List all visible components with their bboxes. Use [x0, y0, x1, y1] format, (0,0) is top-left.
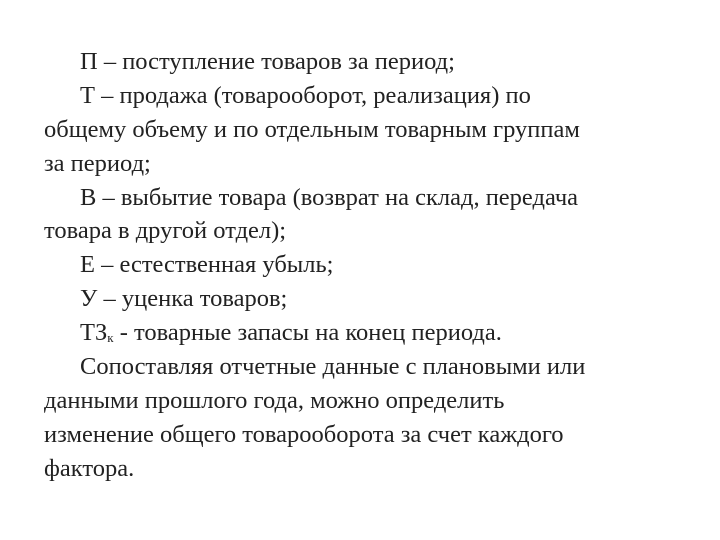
text-line-v-cont: товара в другой отдел);	[44, 217, 287, 245]
text-line-conclusion-cont-2: изменение общего товарооборота за счет каждого	[44, 420, 564, 448]
text-line-conclusion-cont-3: фактора.	[44, 454, 135, 482]
tz-subscript: к	[107, 330, 114, 346]
text-line-u: У – уценка товаров;	[80, 285, 288, 313]
text-line-e: Е – естественная убыль;	[80, 251, 334, 279]
text-line-t-cont-1: общему объему и по отдельным товарным группам	[44, 115, 580, 143]
text-line-p: П – поступление товаров за период;	[80, 48, 455, 75]
text-line-v: В – выбытие товара (возврат на склад, передача	[80, 183, 579, 211]
text-line-conclusion-cont-1: данными прошлого года, можно определить	[44, 386, 505, 414]
tz-main: ТЗ	[80, 319, 108, 347]
text-line-t-cont-2: за период;	[44, 149, 151, 177]
tz-rest: - товарные запасы на конец периода.	[113, 319, 502, 347]
text-line-conclusion: Сопоставляя отчетные данные с плановыми или	[80, 353, 586, 381]
text-line-tz	[44, 316, 684, 350]
text-block	[44, 45, 684, 486]
text-line-t: Т – продажа (товарооборот, реализация) по	[80, 81, 531, 109]
